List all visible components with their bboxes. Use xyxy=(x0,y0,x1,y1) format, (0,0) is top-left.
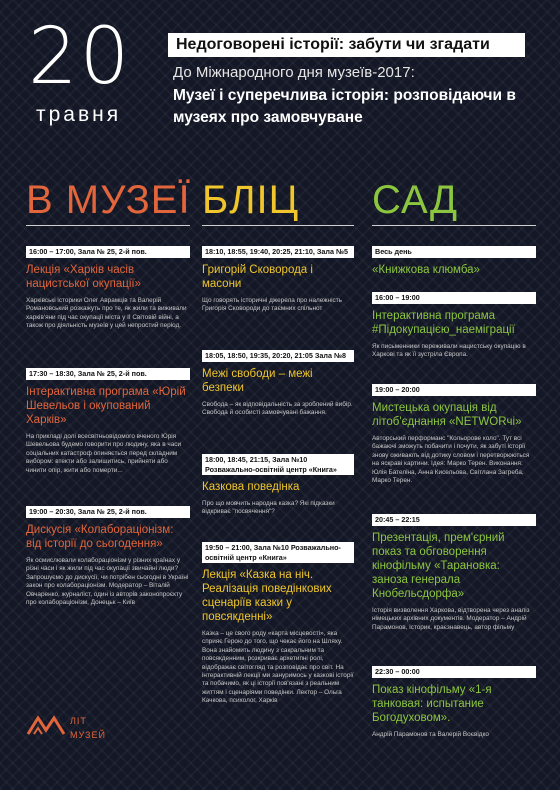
event-time: 16:00 – 19:00 xyxy=(372,292,536,304)
event-title: Лекція «Казка на ніч. Реалізація поведінкових сценаріїв казки у повсякденні» xyxy=(202,569,332,623)
event-card xyxy=(372,384,536,485)
event-description: Авторський перформанс "Кольорове коло". Тут всі бажаючі зможуть побачити і почути, як забуті історії знову оживають від дотику словом і перетворюються на яскраві картини. Ідея: Марко Терен. Виконання: Юлія Бателіна, Анна Кисельова, Світлана Загреба, Марко Терен. xyxy=(372,435,530,485)
event-time: 19:50 – 21:00, Зала №10 Розважально-освітній центр «Книга» xyxy=(202,542,354,563)
event-description: Свобода – як відповідальність за зроблений вибір. Свобода й особисті замовчувані бажання. xyxy=(202,400,353,416)
event-time: 18:05, 18:50, 19:35, 20:20, 21:05 Зала №8 xyxy=(202,350,354,362)
event-description: Андрій Парамонов та Валерій Воєвідко xyxy=(372,731,489,738)
event-title: Григорій Сковорода і масони xyxy=(202,263,313,290)
column-garden xyxy=(372,178,536,738)
event-card xyxy=(202,454,354,517)
column-blitz xyxy=(202,178,354,705)
event-description: Казка – це свого роду «карта місцевості», яка сприяє Герою до того, що чекає його на Шляху. Вона знайомить людину з сакральним та повсякденним, розкриває архетипні ролі, відображає світогляд та розповідає про світ. На інтерактивній лекції ми зануримось у казкові історії та побачимо, як ці історії пов'язані з реальним життям і сценаріями поведінки. Лектор – Ольга Качкова, психолог, Харків xyxy=(202,630,354,705)
event-card xyxy=(202,350,354,417)
event-title: Інтерактивна програма #Підокупацією_наеміграції xyxy=(372,310,515,336)
event-title: Презентація, прем'єрний показ та обговорення кінофільму «Тарановка: заноза генерала Кнобельсдорфа» xyxy=(372,532,505,600)
event-card xyxy=(372,292,536,360)
event-description: На прикладі долі всесвітньовідомого вченого Юрія Шевельова будемо говорити про людину, яка в часи соціальних катастроф опиняється перед складним вибором: втекти або залишитись, прийняти або чинити опір, жити або померти... xyxy=(26,433,182,474)
event-title: Лекція «Харків часів нацистської окупації» xyxy=(26,264,141,290)
event-month: травня xyxy=(36,103,122,126)
event-card xyxy=(372,246,536,277)
logo-text-line1: ЛІТ xyxy=(70,716,87,726)
event-card xyxy=(202,246,354,313)
event-description: Як письменники переживали нацистську окупацію в Харкові та як її зустріла Європа. xyxy=(372,343,526,359)
poster-theme: Музеї і суперечлива історія: розповідаючи в музеях про замовчуване xyxy=(173,87,516,126)
event-title: Інтерактивна програма «Юрій Шевельов і окупований Харків» xyxy=(26,386,186,426)
event-time: 20:45 – 22:15 xyxy=(372,514,536,526)
event-card xyxy=(26,506,190,607)
poster-header xyxy=(0,0,560,180)
poster-subtitle: До Міжнародного дня музеїв-2017: xyxy=(173,64,415,81)
logo-text-line2: МУЗЕЙ xyxy=(70,730,106,740)
event-title: «Книжкова клюмба» xyxy=(372,264,480,276)
event-description: Як осмислювали колабораціонізм у різних країнах у різні часи і як жили під час окупації звичайні люди? Запрошуємо до дискусії, чи потрібен сьогодні в Україні закон про колабораціонізм. Модератор – Віталій Овчаренко, журналіст, один із авторів законопроєкту про колабораціонізм, Донецьк – Київ xyxy=(26,557,189,607)
event-time: 18:10, 18:55, 19:40, 20:25, 21:10, Зала №5 xyxy=(202,246,354,258)
divider xyxy=(26,225,190,226)
event-title: Казкова поведінка xyxy=(202,481,300,493)
event-title: Показ кінофільму «1-я танковая: испытание Богодуховом». xyxy=(372,684,492,724)
event-time: 19:00 – 20:00 xyxy=(372,384,536,396)
event-description: Харківські історики Олег Аврамців та Валерій Романовський розкажуть про те, як жили та виживали харків'яни під час окупації міста у II Світовій війні, а також про діяльність музеїв у цей непростий період. xyxy=(26,297,187,330)
divider xyxy=(372,225,536,226)
column-heading-blitz: БЛІЦ xyxy=(202,178,300,222)
event-time: 16:00 – 17:00, Зала № 25, 2-й пов. xyxy=(26,246,190,258)
event-title: Мистецька окупація від літоб'єднання «NETWORчі» xyxy=(372,402,522,428)
event-day: 20 xyxy=(28,12,132,102)
event-title: Дискусія «Колабораціонізм: від історії до сьогодення» xyxy=(26,524,174,550)
event-card xyxy=(372,666,536,739)
event-card xyxy=(26,246,190,331)
event-time: Весь день xyxy=(372,246,536,258)
litmuzei-logo xyxy=(26,708,146,748)
column-museum xyxy=(26,178,191,607)
event-time: 17:30 – 18:30, Зала № 25, 2-й пов. xyxy=(26,368,190,380)
logo-mark-icon xyxy=(26,708,66,738)
event-description: Що говорять історичні джерела про належність Григорія Сковороди до таємних спільнот xyxy=(202,296,342,312)
event-title: Межі свободи – межі безпеки xyxy=(202,367,313,394)
event-time: 18:00, 18:45, 21:15, Зала №10 Розважально-освітній центр «Книга» xyxy=(202,454,354,475)
event-time: 22:30 – 00:00 xyxy=(372,666,536,678)
event-card xyxy=(202,542,354,706)
event-time: 19:00 – 20:30, Зала № 25, 2-й пов. xyxy=(26,506,190,518)
divider xyxy=(202,225,354,226)
column-heading-museum: В МУЗЕЇ xyxy=(26,178,191,222)
event-description: Історія визволення Харкова, відтворена через аналіз німецьких архівних документів. Модератор – Андрій Парамонов, історик, краєзнавець, автор фільму xyxy=(372,607,530,631)
event-card xyxy=(372,514,536,632)
event-card xyxy=(26,368,190,475)
event-description: Про що мовчить народна казка? Які підказки відкриває "посвячення"? xyxy=(202,500,335,516)
column-heading-garden: САД xyxy=(372,178,459,222)
poster-title: Недоговорені історії: забути чи згадати xyxy=(168,33,525,57)
